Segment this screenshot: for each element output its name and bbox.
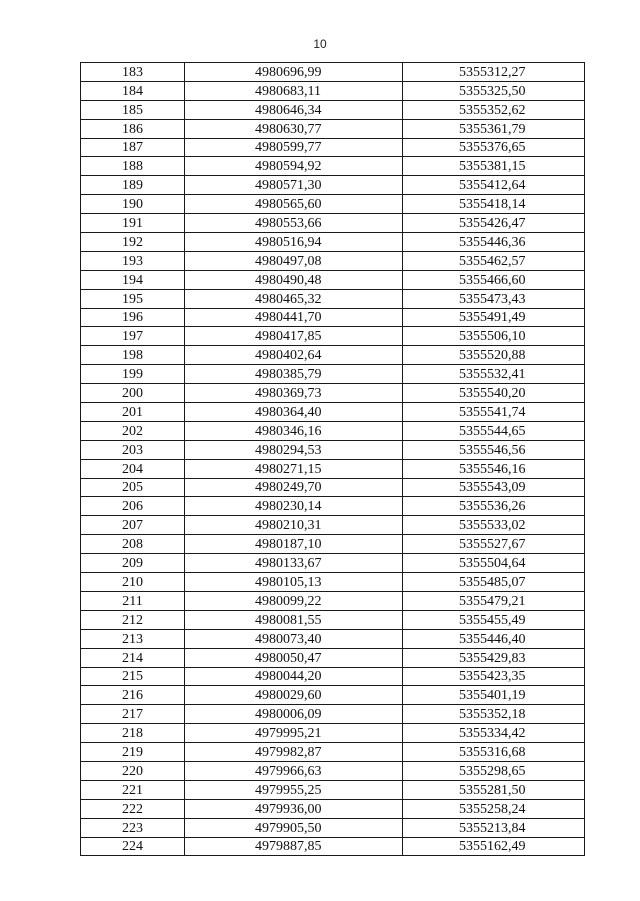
y-coordinate-cell: 5355352,62: [403, 100, 585, 119]
x-coordinate-cell: 4980073,40: [185, 629, 403, 648]
y-coordinate-cell: 5355361,79: [403, 119, 585, 138]
y-coordinate-cell: 5355546,56: [403, 440, 585, 459]
point-number-cell: 221: [81, 780, 185, 799]
y-coordinate-cell: 5355423,35: [403, 667, 585, 686]
coordinates-table-body: [81, 63, 585, 856]
table-row: [81, 761, 585, 780]
table-row: [81, 346, 585, 365]
y-coordinate-cell: 5355334,42: [403, 724, 585, 743]
x-coordinate-cell: 4980696,99: [185, 63, 403, 82]
y-coordinate-cell: 5355312,27: [403, 63, 585, 82]
y-coordinate-cell: 5355401,19: [403, 686, 585, 705]
point-number-cell: 211: [81, 591, 185, 610]
point-number-cell: 205: [81, 478, 185, 497]
point-number-cell: 193: [81, 251, 185, 270]
table-row: [81, 327, 585, 346]
x-coordinate-cell: 4980044,20: [185, 667, 403, 686]
x-coordinate-cell: 4980187,10: [185, 535, 403, 554]
table-row: [81, 837, 585, 856]
y-coordinate-cell: 5355491,49: [403, 308, 585, 327]
y-coordinate-cell: 5355376,65: [403, 138, 585, 157]
x-coordinate-cell: 4980516,94: [185, 233, 403, 252]
x-coordinate-cell: 4979982,87: [185, 743, 403, 762]
point-number-cell: 197: [81, 327, 185, 346]
y-coordinate-cell: 5355473,43: [403, 289, 585, 308]
x-coordinate-cell: 4980402,64: [185, 346, 403, 365]
y-coordinate-cell: 5355479,21: [403, 591, 585, 610]
x-coordinate-cell: 4980230,14: [185, 497, 403, 516]
point-number-cell: 187: [81, 138, 185, 157]
table-row: [81, 233, 585, 252]
x-coordinate-cell: 4980099,22: [185, 591, 403, 610]
point-number-cell: 201: [81, 403, 185, 422]
table-row: [81, 629, 585, 648]
table-row: [81, 100, 585, 119]
table-row: [81, 705, 585, 724]
point-number-cell: 198: [81, 346, 185, 365]
point-number-cell: 218: [81, 724, 185, 743]
page-number: 10: [313, 37, 327, 51]
x-coordinate-cell: 4980029,60: [185, 686, 403, 705]
y-coordinate-cell: 5355506,10: [403, 327, 585, 346]
coordinates-table: [80, 62, 585, 856]
y-coordinate-cell: 5355527,67: [403, 535, 585, 554]
y-coordinate-cell: 5355543,09: [403, 478, 585, 497]
x-coordinate-cell: 4980417,85: [185, 327, 403, 346]
table-row: [81, 478, 585, 497]
point-number-cell: 194: [81, 270, 185, 289]
x-coordinate-cell: 4980006,09: [185, 705, 403, 724]
table-row: [81, 818, 585, 837]
y-coordinate-cell: 5355544,65: [403, 421, 585, 440]
x-coordinate-cell: 4980249,70: [185, 478, 403, 497]
table-row: [81, 81, 585, 100]
point-number-cell: 204: [81, 459, 185, 478]
point-number-cell: 196: [81, 308, 185, 327]
point-number-cell: 202: [81, 421, 185, 440]
point-number-cell: 223: [81, 818, 185, 837]
x-coordinate-cell: 4980369,73: [185, 384, 403, 403]
x-coordinate-cell: 4980594,92: [185, 157, 403, 176]
table-row: [81, 667, 585, 686]
y-coordinate-cell: 5355298,65: [403, 761, 585, 780]
point-number-cell: 191: [81, 214, 185, 233]
y-coordinate-cell: 5355462,57: [403, 251, 585, 270]
x-coordinate-cell: 4980683,11: [185, 81, 403, 100]
table-row: [81, 648, 585, 667]
y-coordinate-cell: 5355446,36: [403, 233, 585, 252]
point-number-cell: 183: [81, 63, 185, 82]
point-number-cell: 217: [81, 705, 185, 724]
point-number-cell: 210: [81, 573, 185, 592]
table-row: [81, 251, 585, 270]
table-row: [81, 308, 585, 327]
point-number-cell: 189: [81, 176, 185, 195]
y-coordinate-cell: 5355533,02: [403, 516, 585, 535]
x-coordinate-cell: 4980646,34: [185, 100, 403, 119]
y-coordinate-cell: 5355162,49: [403, 837, 585, 856]
point-number-cell: 184: [81, 81, 185, 100]
x-coordinate-cell: 4980553,66: [185, 214, 403, 233]
x-coordinate-cell: 4980599,77: [185, 138, 403, 157]
x-coordinate-cell: 4980210,31: [185, 516, 403, 535]
table-row: [81, 270, 585, 289]
point-number-cell: 220: [81, 761, 185, 780]
y-coordinate-cell: 5355520,88: [403, 346, 585, 365]
point-number-cell: 185: [81, 100, 185, 119]
point-number-cell: 214: [81, 648, 185, 667]
point-number-cell: 222: [81, 799, 185, 818]
y-coordinate-cell: 5355281,50: [403, 780, 585, 799]
table-row: [81, 743, 585, 762]
y-coordinate-cell: 5355418,14: [403, 195, 585, 214]
table-row: [81, 214, 585, 233]
point-number-cell: 195: [81, 289, 185, 308]
x-coordinate-cell: 4980050,47: [185, 648, 403, 667]
point-number-cell: 224: [81, 837, 185, 856]
x-coordinate-cell: 4980364,40: [185, 403, 403, 422]
y-coordinate-cell: 5355352,18: [403, 705, 585, 724]
y-coordinate-cell: 5355540,20: [403, 384, 585, 403]
y-coordinate-cell: 5355316,68: [403, 743, 585, 762]
point-number-cell: 206: [81, 497, 185, 516]
point-number-cell: 200: [81, 384, 185, 403]
table-row: [81, 516, 585, 535]
x-coordinate-cell: 4979966,63: [185, 761, 403, 780]
x-coordinate-cell: 4980346,16: [185, 421, 403, 440]
y-coordinate-cell: 5355325,50: [403, 81, 585, 100]
x-coordinate-cell: 4980105,13: [185, 573, 403, 592]
point-number-cell: 186: [81, 119, 185, 138]
x-coordinate-cell: 4979955,25: [185, 780, 403, 799]
x-coordinate-cell: 4980385,79: [185, 365, 403, 384]
table-row: [81, 799, 585, 818]
table-row: [81, 403, 585, 422]
x-coordinate-cell: 4980630,77: [185, 119, 403, 138]
table-row: [81, 176, 585, 195]
table-row: [81, 289, 585, 308]
table-row: [81, 686, 585, 705]
y-coordinate-cell: 5355546,16: [403, 459, 585, 478]
table-row: [81, 497, 585, 516]
x-coordinate-cell: 4980271,15: [185, 459, 403, 478]
y-coordinate-cell: 5355466,60: [403, 270, 585, 289]
y-coordinate-cell: 5355446,40: [403, 629, 585, 648]
table-row: [81, 384, 585, 403]
point-number-cell: 212: [81, 610, 185, 629]
table-row: [81, 724, 585, 743]
x-coordinate-cell: 4980294,53: [185, 440, 403, 459]
x-coordinate-cell: 4979936,00: [185, 799, 403, 818]
y-coordinate-cell: 5355258,24: [403, 799, 585, 818]
point-number-cell: 208: [81, 535, 185, 554]
point-number-cell: 216: [81, 686, 185, 705]
x-coordinate-cell: 4979995,21: [185, 724, 403, 743]
point-number-cell: 219: [81, 743, 185, 762]
table-row: [81, 119, 585, 138]
y-coordinate-cell: 5355536,26: [403, 497, 585, 516]
table-row: [81, 554, 585, 573]
x-coordinate-cell: 4980565,60: [185, 195, 403, 214]
y-coordinate-cell: 5355381,15: [403, 157, 585, 176]
point-number-cell: 192: [81, 233, 185, 252]
table-row: [81, 157, 585, 176]
table-row: [81, 780, 585, 799]
y-coordinate-cell: 5355504,64: [403, 554, 585, 573]
table-row: [81, 459, 585, 478]
y-coordinate-cell: 5355485,07: [403, 573, 585, 592]
x-coordinate-cell: 4980133,67: [185, 554, 403, 573]
x-coordinate-cell: 4980571,30: [185, 176, 403, 195]
x-coordinate-cell: 4979887,85: [185, 837, 403, 856]
y-coordinate-cell: 5355455,49: [403, 610, 585, 629]
y-coordinate-cell: 5355429,83: [403, 648, 585, 667]
table-row: [81, 440, 585, 459]
y-coordinate-cell: 5355426,47: [403, 214, 585, 233]
x-coordinate-cell: 4980497,08: [185, 251, 403, 270]
y-coordinate-cell: 5355532,41: [403, 365, 585, 384]
table-row: [81, 610, 585, 629]
table-row: [81, 195, 585, 214]
table-row: [81, 138, 585, 157]
table-row: [81, 421, 585, 440]
table-row: [81, 535, 585, 554]
x-coordinate-cell: 4980081,55: [185, 610, 403, 629]
table-row: [81, 63, 585, 82]
point-number-cell: 213: [81, 629, 185, 648]
y-coordinate-cell: 5355213,84: [403, 818, 585, 837]
point-number-cell: 207: [81, 516, 185, 535]
table-row: [81, 591, 585, 610]
x-coordinate-cell: 4980490,48: [185, 270, 403, 289]
point-number-cell: 203: [81, 440, 185, 459]
x-coordinate-cell: 4979905,50: [185, 818, 403, 837]
table-row: [81, 573, 585, 592]
x-coordinate-cell: 4980441,70: [185, 308, 403, 327]
point-number-cell: 190: [81, 195, 185, 214]
point-number-cell: 199: [81, 365, 185, 384]
y-coordinate-cell: 5355541,74: [403, 403, 585, 422]
y-coordinate-cell: 5355412,64: [403, 176, 585, 195]
point-number-cell: 215: [81, 667, 185, 686]
table-row: [81, 365, 585, 384]
point-number-cell: 188: [81, 157, 185, 176]
x-coordinate-cell: 4980465,32: [185, 289, 403, 308]
point-number-cell: 209: [81, 554, 185, 573]
